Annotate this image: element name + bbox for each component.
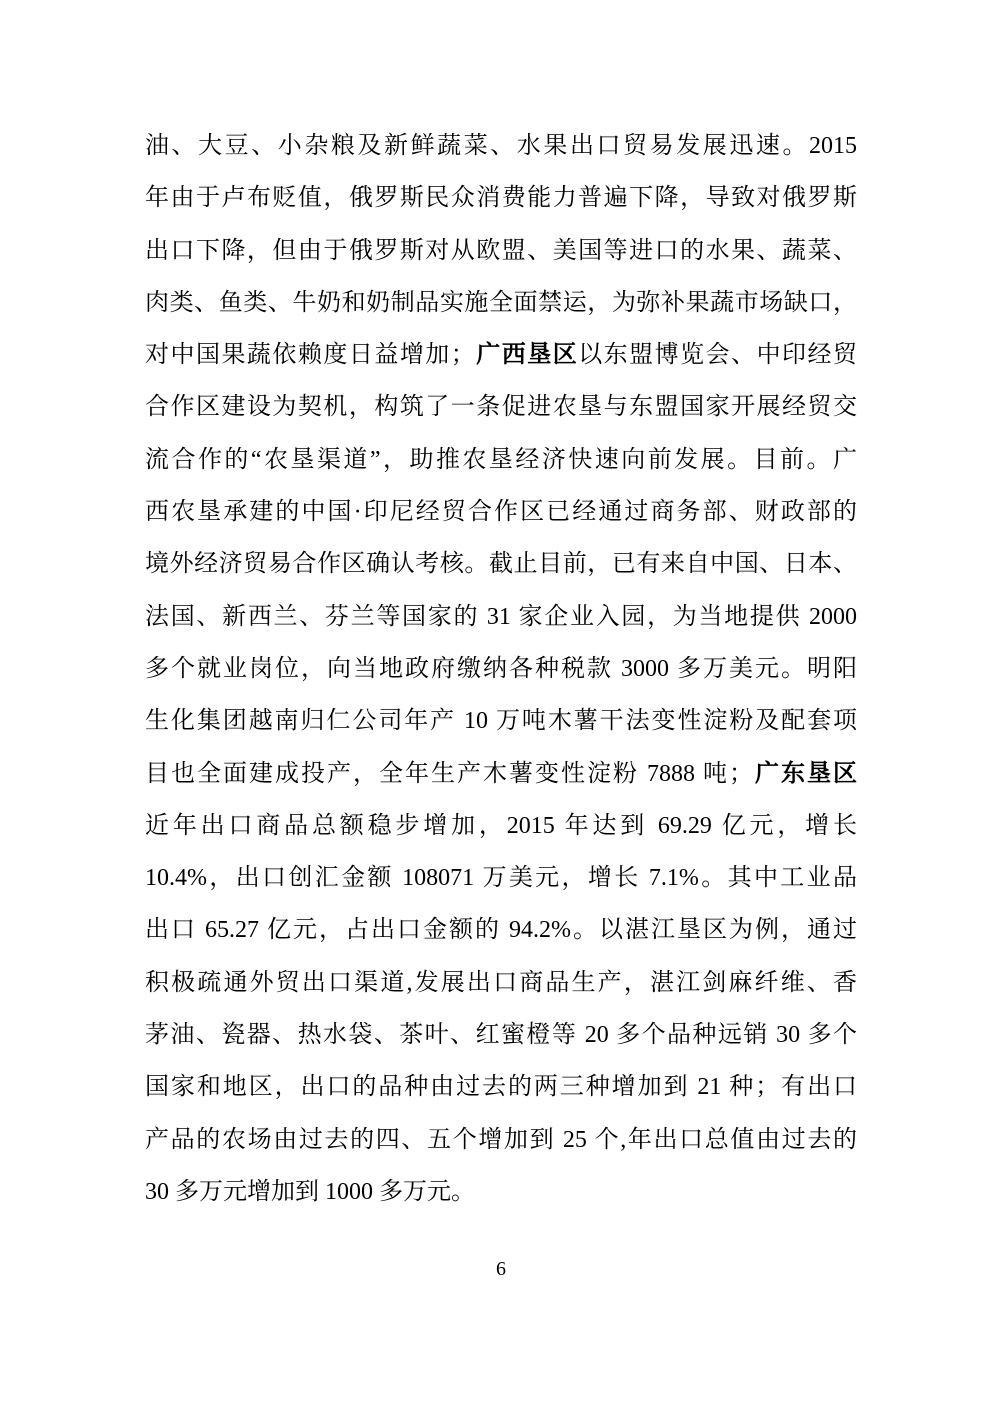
text-segment: 合作区建设为契机，构筑了一条促进农垦与东盟国家开展经贸交 xyxy=(145,394,857,421)
text-line xyxy=(145,225,857,277)
text-line xyxy=(145,172,857,224)
text-line xyxy=(145,695,857,747)
text-segment: 积极疏通外贸出口渠道,发展出口商品生产，湛江剑麻纤维、香 xyxy=(145,969,857,996)
text-segment: 法国、新西兰、芬兰等国家的 31 家企业入园，为当地提供 2000 xyxy=(145,603,857,630)
bold-region-name: 广西垦区 xyxy=(474,342,579,369)
text-segment: 产品的农场由过去的四、五个增加到 25 个,年出口总值由过去的 xyxy=(145,1126,857,1153)
text-line xyxy=(145,643,857,695)
text-segment: 国家和地区，出口的品种由过去的两三种增加到 21 种；有出口 xyxy=(145,1074,857,1101)
paragraph xyxy=(145,120,857,1218)
text-segment: 茅油、瓷器、热水袋、茶叶、红蜜橙等 20 多个品种远销 30 多个 xyxy=(145,1022,857,1049)
text-line xyxy=(145,852,857,904)
text-segment: 境外经济贸易合作区确认考核。截止目前，已有来自中国、日本、 xyxy=(145,551,857,578)
text-segment: 年由于卢布贬值，俄罗斯民众消费能力普遍下降，导致对俄罗斯 xyxy=(145,185,857,212)
text-segment: 肉类、鱼类、牛奶和奶制品实施全面禁运，为弥补果蔬市场缺口， xyxy=(145,289,857,316)
text-line xyxy=(145,1061,857,1113)
text-segment: 对中国果蔬依赖度日益增加； xyxy=(145,342,475,369)
text-line xyxy=(145,434,857,486)
text-segment: 生化集团越南归仁公司年产 10 万吨木薯干法变性淀粉及配套项 xyxy=(145,708,857,735)
text-segment: 油、大豆、小杂粮及新鲜蔬菜、水果出口贸易发展迅速。2015 xyxy=(145,133,857,159)
text-line xyxy=(145,486,857,538)
text-line xyxy=(145,120,857,172)
text-line xyxy=(145,538,857,590)
page-number: 6 xyxy=(496,1258,506,1280)
text-segment: 目也全面建成投产，全年生产木薯变性淀粉 7888 吨； xyxy=(145,760,753,787)
text-segment: 出口 65.27 亿元，占出口金额的 94.2%。以湛江垦区为例，通过 xyxy=(145,917,857,944)
text-line xyxy=(145,1114,857,1166)
text-segment: 近年出口商品总额稳步增加，2015 年达到 69.29 亿元，增长 xyxy=(145,812,857,839)
text-line xyxy=(145,277,857,329)
bold-region-name: 广东垦区 xyxy=(753,760,857,787)
text-line xyxy=(145,381,857,433)
text-segment: 多个就业岗位，向当地政府缴纳各种税款 3000 多万美元。明阳 xyxy=(145,655,857,682)
text-line xyxy=(145,1009,857,1061)
text-segment: 30 多万元增加到 1000 多万元。 xyxy=(145,1178,475,1205)
text-segment: 出口下降，但由于俄罗斯对从欧盟、美国等进口的水果、蔬菜、 xyxy=(145,237,857,264)
text-line xyxy=(145,800,857,852)
text-line xyxy=(145,748,857,800)
text-line xyxy=(145,1166,857,1218)
text-line xyxy=(145,329,857,381)
text-line xyxy=(145,904,857,956)
text-segment: 以东盟博览会、中印经贸 xyxy=(578,342,857,369)
text-segment: 西农垦承建的中国·印尼经贸合作区已经通过商务部、财政部的 xyxy=(145,499,857,526)
text-segment: 流合作的“农垦渠道”，助推农垦经济快速向前发展。目前。广 xyxy=(145,446,857,473)
text-line xyxy=(145,957,857,1009)
text-segment: 10.4%，出口创汇金额 108071 万美元，增长 7.1%。其中工业品 xyxy=(145,865,857,892)
text-line xyxy=(145,591,857,643)
